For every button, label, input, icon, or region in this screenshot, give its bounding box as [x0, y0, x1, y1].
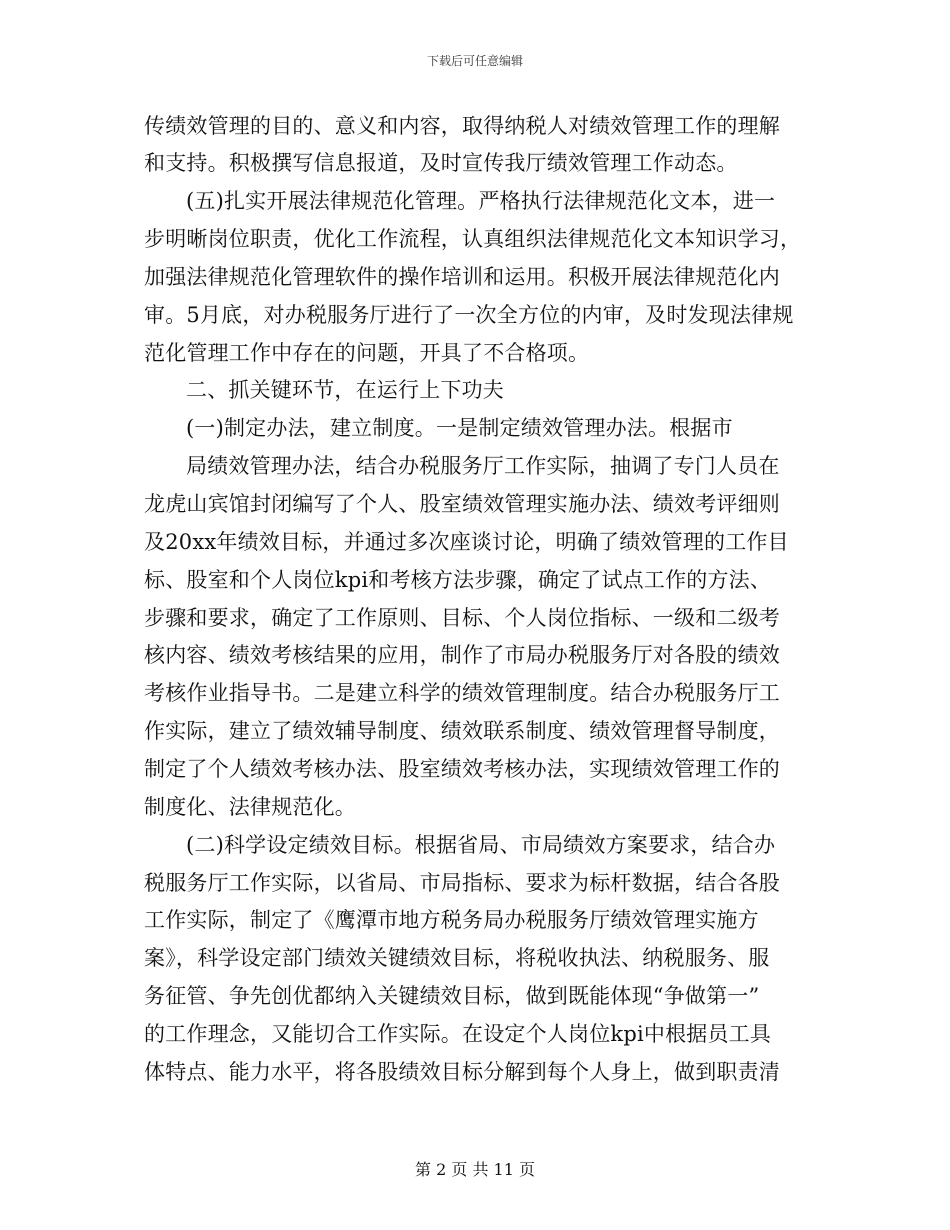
text-line: 步骤和要求，确定了工作原则、目标、个人岗位指标、一级和二级考: [144, 606, 780, 630]
text-line: 核内容、绩效考核结果的应用，制作了市局办税服务厅对各股的绩效: [144, 643, 780, 667]
page-footer: 第 2 页 共 11 页: [415, 1160, 535, 1179]
text-line: (二)科学设定绩效目标。根据省局、市局绩效方案要求，结合办: [186, 833, 776, 857]
text-line: 和支持。积极撰写信息报道，及时宣传我厅绩效管理工作动态。: [144, 151, 738, 175]
text-line: (五)扎实开展法律规范化管理。严格执行法律规范化文本，进一: [186, 189, 776, 213]
text-line: 工作实际，制定了《鹰潭市地方税务局办税服务厅绩效管理实施方: [144, 908, 759, 932]
text-line: 考核作业指导书。二是建立科学的绩效管理制度。结合办税服务厅工: [144, 681, 780, 705]
text-line: 龙虎山宾馆封闭编写了个人、股室绩效管理实施办法、绩效考评细则: [144, 492, 780, 516]
text-line: 制定了个人绩效考核办法、股室绩效考核办法，实现绩效管理工作的: [144, 757, 780, 781]
text-line: 作实际，建立了绩效辅导制度、绩效联系制度、绩效管理督导制度，: [144, 719, 780, 743]
text-line: 范化管理工作中存在的问题，开具了不合格项。: [144, 341, 590, 365]
text-line: 制度化、法律规范化。: [144, 795, 356, 819]
text-line: 审。5月底，对办税服务厅进行了一次全方位的内审，及时发现法律规: [144, 303, 794, 327]
text-line: 加强法律规范化管理软件的操作培训和运用。积极开展法律规范化内: [144, 265, 780, 289]
text-line: 标、股室和个人岗位kpi和考核方法步骤，确定了试点工作的方法、: [144, 568, 772, 592]
text-line: 局绩效管理办法，结合办税服务厅工作实际，抽调了专门人员在: [186, 454, 780, 478]
text-line: 税服务厅工作实际，以省局、市局指标、要求为标杆数据，结合各股: [144, 871, 780, 895]
page-header: 下载后可任意编辑: [426, 54, 523, 68]
text-line: 及20xx年绩效目标，并通过多次座谈讨论，明确了绩效管理的工作目: [144, 530, 789, 554]
text-line: (一)制定办法，建立制度。一是制定绩效管理办法。根据市: [186, 416, 733, 440]
text-line: 务征管、争先创优都纳入关键绩效目标，做到既能体现“争做第一”: [144, 984, 760, 1008]
section-heading: 二、抓关键环节，在运行上下功夫: [186, 378, 504, 402]
text-line: 的工作理念，又能切合工作实际。在设定个人岗位kpi中根据员工具: [144, 1022, 772, 1046]
text-line: 传绩效管理的目的、意义和内容，取得纳税人对绩效管理工作的理解: [144, 114, 780, 138]
text-line: 体特点、能力水平，将各股绩效目标分解到每个人身上，做到职责清: [144, 1060, 780, 1084]
text-line: 案》，科学设定部门绩效关键绩效目标，将税收执法、纳税服务、服: [144, 946, 770, 970]
text-line: 步明晰岗位职责，优化工作流程，认真组织法律规范化文本知识学习，: [144, 227, 802, 251]
